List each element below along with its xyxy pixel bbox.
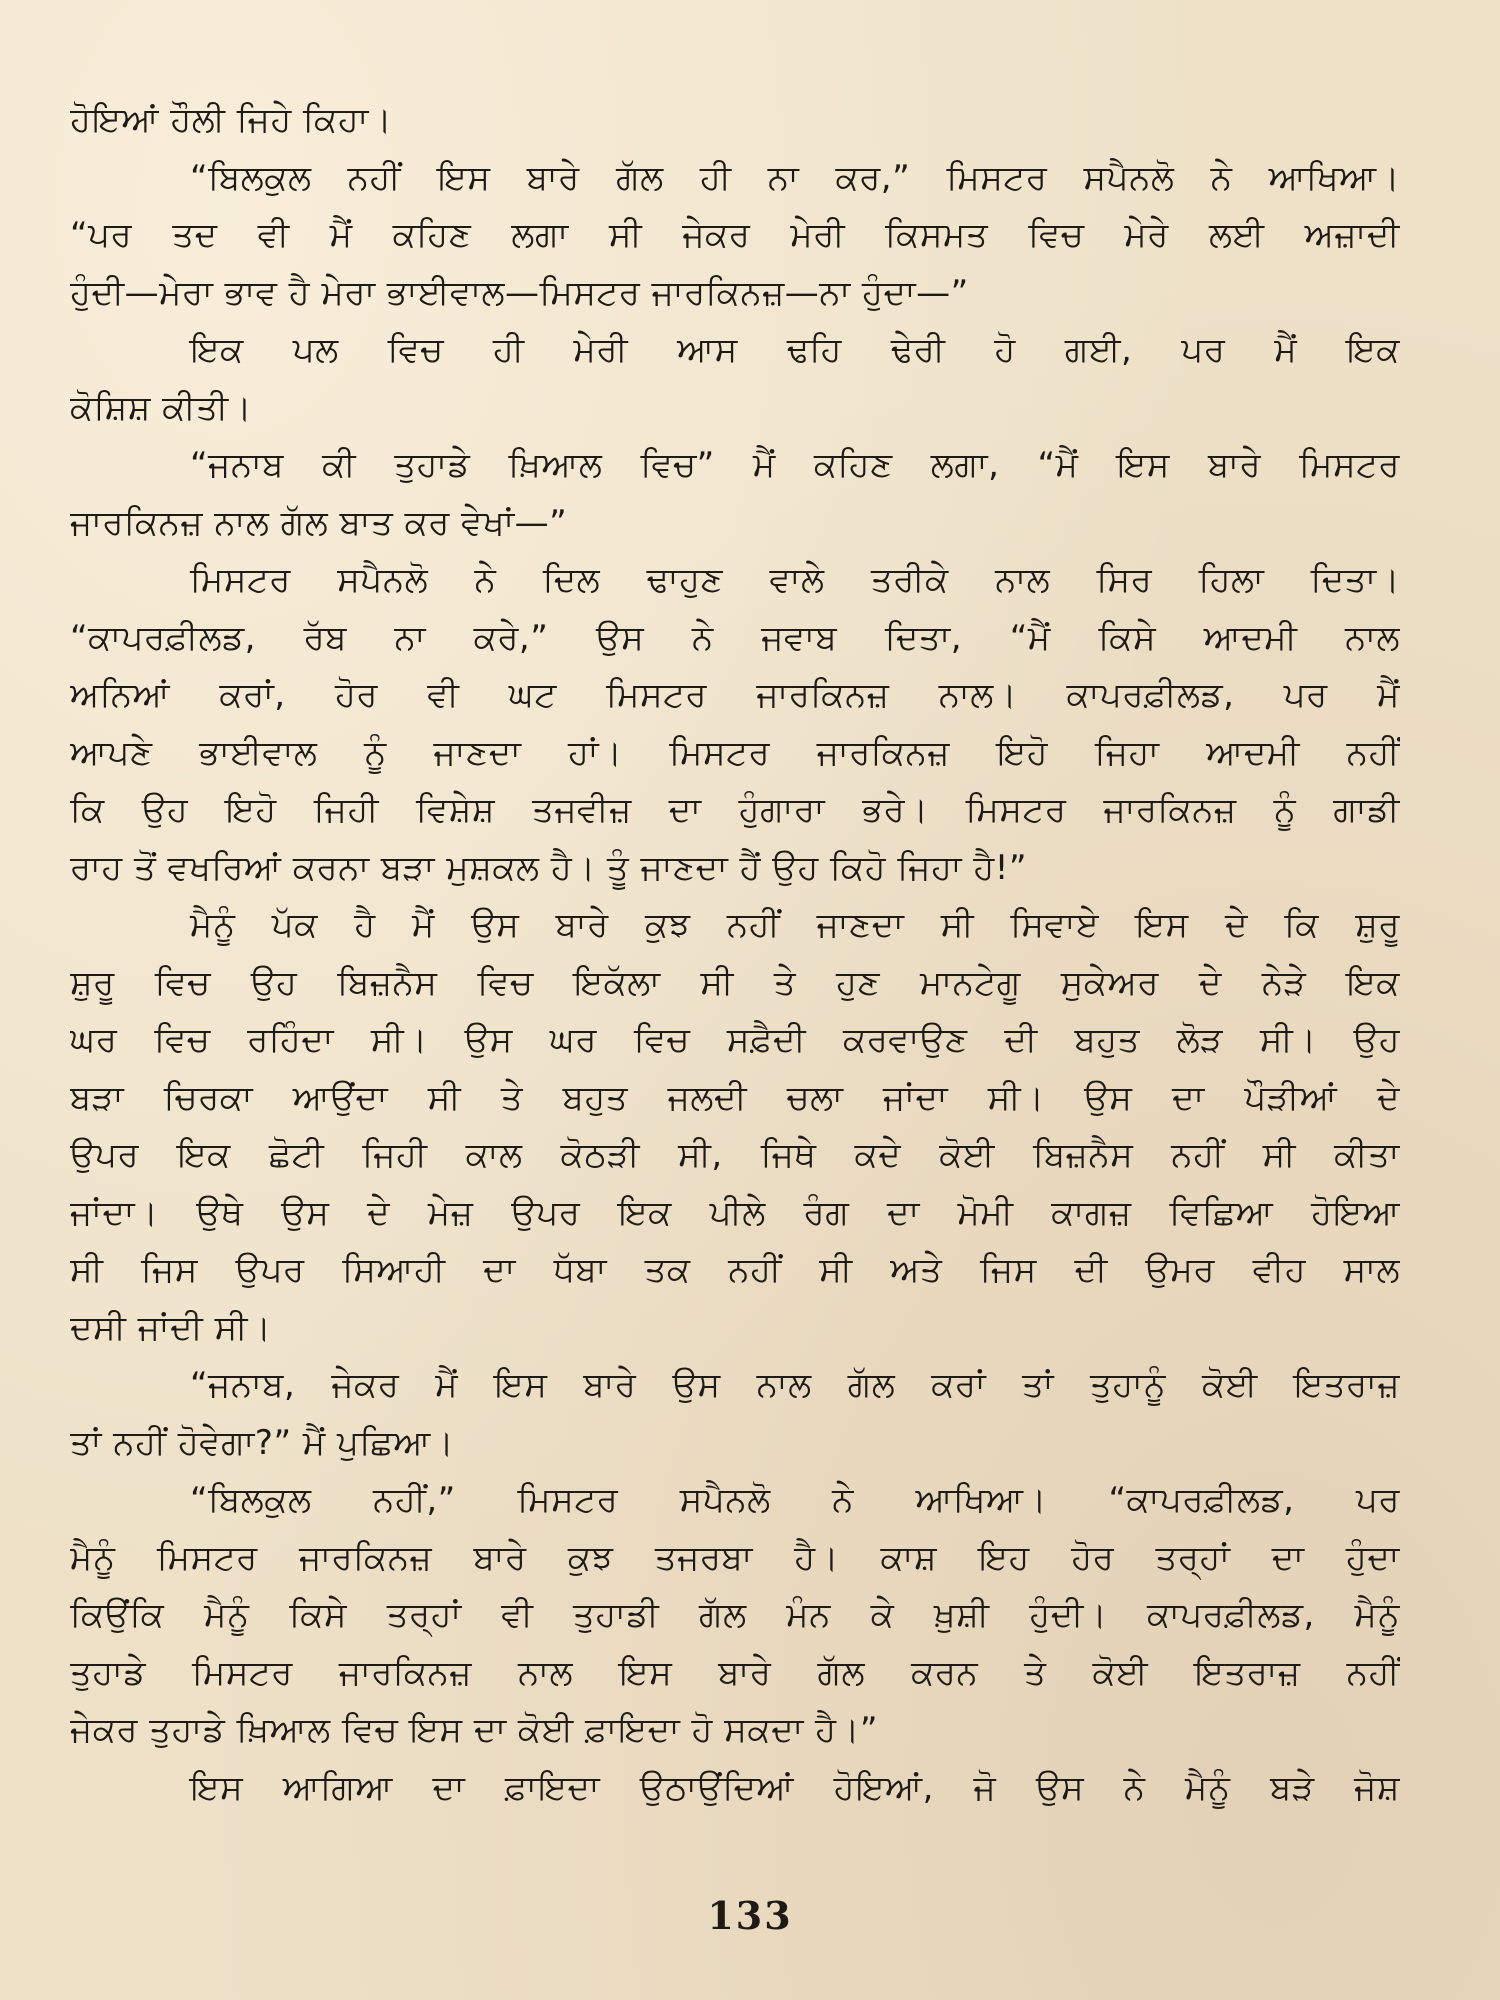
text-line: ਜਾਰਕਿਨਜ਼ ਨਾਲ ਗੱਲ ਬਾਤ ਕਰ ਵੇਖਾਂ—” [70, 502, 568, 543]
page-number: 133 [707, 1893, 793, 1938]
text-line: ਹੁੰਦੀ—ਮੇਰਾ ਭਾਵ ਹੈ ਮੇਰਾ ਭਾਈਵਾਲ—ਮਿਸਟਰ ਜਾਰਕਿਨਜ਼—ਨਾ ਹੁੰਦਾ—” [70, 272, 969, 313]
text-line: “ਪਰ ਤਦ ਵੀ ਮੈਂ ਕਹਿਣ ਲਗਾ ਸੀ ਜੇਕਰ ਮੇਰੀ ਕਿਸਮਤ ਵਿਚ ਮੇਰੇ ਲਈ ਅਜ਼ਾਦੀ [70, 215, 1400, 255]
text-line: ਇਕ ਪਲ ਵਿਚ ਹੀ ਮੇਰੀ ਆਸ ਢਹਿ ਢੇਰੀ ਹੋ ਗਈ, ਪਰ ਮੈਂ ਇਕ [190, 330, 1400, 370]
text-line: ਕੋਸ਼ਿਸ਼ ਕੀਤੀ। [70, 387, 253, 428]
text-line: ਜੇਕਰ ਤੁਹਾਡੇ ਖ਼ਿਆਲ ਵਿਚ ਇਸ ਦਾ ਕੋਈ ਫ਼ਾਇਦਾ ਹੋ ਸਕਦਾ ਹੈ।” [70, 1710, 879, 1750]
text-line: “ਬਿਲਕੁਲ ਨਹੀਂ,” ਮਿਸਟਰ ਸਪੈਨਲੋ ਨੇ ਆਖਿਆ। “ਕਾਪਰਫ਼ੀਲਡ, ਪਰ [190, 1480, 1400, 1520]
text-line: ਮਿਸਟਰ ਸਪੈਨਲੋ ਨੇ ਦਿਲ ਢਾਹੁਣ ਵਾਲੇ ਤਰੀਕੇ ਨਾਲ ਸਿਰ ਹਿਲਾ ਦਿਤਾ। [190, 560, 1400, 600]
text-line: ਮੈਨੂੰ ਮਿਸਟਰ ਜਾਰਕਿਨਜ਼ ਬਾਰੇ ਕੁਝ ਤਜਰਬਾ ਹੈ। ਕਾਸ਼ ਇਹ ਹੋਰ ਤਰ੍ਹਾਂ ਦਾ ਹੁੰਦਾ [70, 1537, 1400, 1578]
text-line: ਹੋਇਆਂ ਹੌਲੀ ਜਿਹੇ ਕਿਹਾ। [70, 100, 393, 140]
text-line: “ਜਨਾਬ ਕੀ ਤੁਹਾਡੇ ਖ਼ਿਆਲ ਵਿਚ” ਮੈਂ ਕਹਿਣ ਲਗਾ, “ਮੈਂ ਇਸ ਬਾਰੇ ਮਿਸਟਰ [190, 445, 1400, 485]
text-line: ਜਾਂਦਾ। ਉਥੇ ਉਸ ਦੇ ਮੇਜ਼ ਉਪਰ ਇਕ ਪੀਲੇ ਰੰਗ ਦਾ ਮੋਮੀ ਕਾਗਜ਼ ਵਿਛਿਆ ਹੋਇਆ [70, 1192, 1400, 1233]
text-line: ਇਸ ਆਗਿਆ ਦਾ ਫ਼ਾਇਦਾ ਉਠਾਉਂਦਿਆਂ ਹੋਇਆਂ, ਜੋ ਉਸ ਨੇ ਮੈਨੂੰ ਬੜੇ ਜੋਸ਼ [190, 1767, 1400, 1808]
text-line: ਉਪਰ ਇਕ ਛੋਟੀ ਜਿਹੀ ਕਾਲ ਕੋਠੜੀ ਸੀ, ਜਿਥੇ ਕਦੇ ਕੋਈ ਬਿਜ਼ਨੈਸ ਨਹੀਂ ਸੀ ਕੀਤਾ [70, 1135, 1400, 1175]
text-line: ਕਿਉਂਕਿ ਮੈਨੂੰ ਕਿਸੇ ਤਰ੍ਹਾਂ ਵੀ ਤੁਹਾਡੀ ਗੱਲ ਮੰਨ ਕੇ ਖ਼ੁਸ਼ੀ ਹੁੰਦੀ। ਕਾਪਰਫ਼ੀਲਡ, ਮੈਨੂੰ [70, 1595, 1400, 1635]
body-text [70, 92, 1400, 1817]
text-line: ਮੈਨੂੰ ਪੱਕ ਹੈ ਮੈਂ ਉਸ ਬਾਰੇ ਕੁਝ ਨਹੀਂ ਜਾਣਦਾ ਸੀ ਸਿਵਾਏ ਇਸ ਦੇ ਕਿ ਸ਼ੁਰੂ [190, 905, 1400, 945]
text-line: ਅਨਿਆਂ ਕਰਾਂ, ਹੋਰ ਵੀ ਘਟ ਮਿਸਟਰ ਜਾਰਕਿਨਜ਼ ਨਾਲ। ਕਾਪਰਫ਼ੀਲਡ, ਪਰ ਮੈਂ [70, 675, 1400, 715]
text-line: “ਬਿਲਕੁਲ ਨਹੀਂ ਇਸ ਬਾਰੇ ਗੱਲ ਹੀ ਨਾ ਕਰ,” ਮਿਸਟਰ ਸਪੈਨਲੋ ਨੇ ਆਖਿਆ। [190, 157, 1400, 198]
text-line: ਬੜਾ ਚਿਰਕਾ ਆਉਂਦਾ ਸੀ ਤੇ ਬਹੁਤ ਜਲਦੀ ਚਲਾ ਜਾਂਦਾ ਸੀ। ਉਸ ਦਾ ਪੌੜੀਆਂ ਦੇ [70, 1077, 1400, 1118]
text-line: ਸ਼ੁਰੂ ਵਿਚ ਉਹ ਬਿਜ਼ਨੈਸ ਵਿਚ ਇਕੱਲਾ ਸੀ ਤੇ ਹੁਣ ਮਾਨਟੇਗੂ ਸੁਕੇਅਰ ਦੇ ਨੇੜੇ ਇਕ [70, 962, 1400, 1003]
text-line: ਸੀ ਜਿਸ ਉਪਰ ਸਿਆਹੀ ਦਾ ਧੱਬਾ ਤਕ ਨਹੀਂ ਸੀ ਅਤੇ ਜਿਸ ਦੀ ਉਮਰ ਵੀਹ ਸਾਲ [70, 1250, 1400, 1290]
text-line: ਆਪਣੇ ਭਾਈਵਾਲ ਨੂੰ ਜਾਣਦਾ ਹਾਂ। ਮਿਸਟਰ ਜਾਰਕਿਨਜ਼ ਇਹੋ ਜਿਹਾ ਆਦਮੀ ਨਹੀਂ [70, 732, 1400, 773]
text-line: ਕਿ ਉਹ ਇਹੋ ਜਿਹੀ ਵਿਸ਼ੇਸ਼ ਤਜਵੀਜ਼ ਦਾ ਹੁੰਗਾਰਾ ਭਰੇ। ਮਿਸਟਰ ਜਾਰਕਿਨਜ਼ ਨੂੰ ਗਾਡੀ [70, 790, 1400, 830]
text-line: “ਜਨਾਬ, ਜੇਕਰ ਮੈਂ ਇਸ ਬਾਰੇ ਉਸ ਨਾਲ ਗੱਲ ਕਰਾਂ ਤਾਂ ਤੁਹਾਨੂੰ ਕੋਈ ਇਤਰਾਜ਼ [190, 1365, 1400, 1405]
text-line: ਘਰ ਵਿਚ ਰਹਿੰਦਾ ਸੀ। ਉਸ ਘਰ ਵਿਚ ਸਫ਼ੈਦੀ ਕਰਵਾਉਣ ਦੀ ਬਹੁਤ ਲੋੜ ਸੀ। ਉਹ [70, 1020, 1400, 1060]
text-line: ਤਾਂ ਨਹੀਂ ਹੋਵੇਗਾ?” ਮੈਂ ਪੁਛਿਆ। [70, 1422, 455, 1463]
text-line: “ਕਾਪਰਫ਼ੀਲਡ, ਰੱਬ ਨਾ ਕਰੇ,” ਉਸ ਨੇ ਜਵਾਬ ਦਿਤਾ, “ਮੈਂ ਕਿਸੇ ਆਦਮੀ ਨਾਲ [70, 617, 1400, 658]
text-line: ਤੁਹਾਡੇ ਮਿਸਟਰ ਜਾਰਕਿਨਜ਼ ਨਾਲ ਇਸ ਬਾਰੇ ਗੱਲ ਕਰਨ ਤੇ ਕੋਈ ਇਤਰਾਜ਼ ਨਹੀਂ [70, 1652, 1400, 1693]
text-line: ਰਾਹ ਤੋਂ ਵਖਰਿਆਂ ਕਰਨਾ ਬੜਾ ਮੁਸ਼ਕਲ ਹੈ। ਤੂੰ ਜਾਣਦਾ ਹੈਂ ਉਹ ਕਿਹੋ ਜਿਹਾ ਹੈ!” [70, 847, 1028, 888]
text-line: ਦਸੀ ਜਾਂਦੀ ਸੀ। [70, 1307, 272, 1348]
